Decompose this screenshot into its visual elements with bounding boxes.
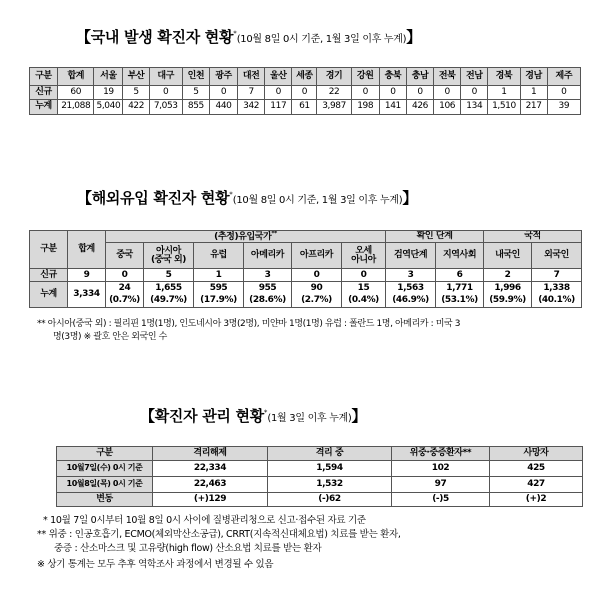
table-cell: 0: [351, 86, 379, 100]
table-cell: (+)2: [490, 493, 583, 507]
table-cell: 425: [490, 461, 583, 477]
header-estimated-countries: [106, 231, 386, 243]
domestic-row-cumulative: [30, 100, 581, 115]
header-cell: 경기: [317, 68, 351, 86]
table-cell: 5: [144, 269, 194, 282]
section3-heading: 확진자 관리 현황: [154, 407, 264, 425]
row-label: 신규: [30, 86, 58, 100]
table-cell: 7: [238, 86, 265, 100]
header-estimated-star: **: [271, 230, 277, 237]
imported-note-line2: 명(3명) ※ 괄호 안은 외국인 수: [53, 332, 167, 342]
table-cell: 9: [68, 269, 106, 282]
row-label: 누계: [30, 100, 58, 115]
section3-star: *: [263, 408, 268, 417]
table-cell: 61: [292, 100, 317, 115]
table-cell: 1: [488, 86, 520, 100]
section3-subtitle: (1월 3일 이후 누계): [267, 413, 352, 424]
header-cell: 인천: [182, 68, 209, 86]
management-row-oct7: [57, 461, 583, 477]
section2-title: [77, 187, 417, 208]
percent-cell: (53.1%): [436, 295, 484, 308]
domestic-row-new: [30, 86, 581, 100]
table-cell: 0: [265, 86, 292, 100]
header-cell: 격리 중: [268, 447, 392, 461]
table-cell: 0: [209, 86, 237, 100]
header-cell: 합계: [58, 68, 94, 86]
header-cell: 사망자: [490, 447, 583, 461]
table-cell: 0: [149, 86, 182, 100]
percent-cell: (49.7%): [144, 295, 194, 308]
management-note-line1: * 10월 7일 0시부터 10월 8일 0시 사이에 질병관리청으로 신고·접수된 자료 기준: [43, 515, 366, 526]
row-label: 변동: [57, 493, 153, 507]
table-cell: 22: [317, 86, 351, 100]
section1-heading: 국내 발생 확진자 현황: [90, 28, 234, 46]
sub-header-korean: 내국인: [484, 243, 532, 269]
header-cell: 충남: [406, 68, 433, 86]
table-cell: 39: [547, 100, 580, 115]
header-cell: 격리해제: [153, 447, 268, 461]
row-label: 10월8일(목) 0시 기준: [57, 477, 153, 493]
domestic-cases-table: [29, 67, 581, 115]
percent-cell: (40.1%): [532, 295, 582, 308]
management-header-row: [57, 447, 583, 461]
table-cell: 217: [520, 100, 547, 115]
sub-header-community: 지역사회: [436, 243, 484, 269]
sub-header-foreigner: 외국인: [532, 243, 582, 269]
header-cell: 전남: [461, 68, 488, 86]
header-cell: 강원: [351, 68, 379, 86]
table-cell: 0: [292, 269, 342, 282]
imported-row-new: [30, 269, 582, 282]
header-cell: 서울: [94, 68, 123, 86]
table-cell: 102: [392, 461, 490, 477]
row-label: 10월7일(수) 0시 기준: [57, 461, 153, 477]
management-note-line4: ※ 상기 통계는 모두 추후 역학조사 과정에서 변경될 수 있음: [37, 559, 274, 570]
header-cell: 경북: [488, 68, 520, 86]
table-cell: 5,040: [94, 100, 123, 115]
table-cell: 19: [94, 86, 123, 100]
section3-bracket-close: 】: [351, 407, 367, 425]
section2-subtitle: (10월 8일 0시 기준, 1월 3일 이후 누계): [232, 195, 403, 206]
table-cell: 427: [490, 477, 583, 493]
header-category: 구분: [30, 231, 68, 269]
header-cell: 전북: [434, 68, 461, 86]
table-cell: 24: [106, 282, 144, 295]
table-cell: 1,510: [488, 100, 520, 115]
imported-note-line1: ** 아시아(중국 외) : 필리핀 1명(1명), 인도네시아 3명(2명), 미얀마 1명(1명) 유럽 : 폴란드 1명, 아메리카 : 미국 3: [37, 319, 461, 329]
table-cell: 1,594: [268, 461, 392, 477]
sub-header-america: 아메리카: [244, 243, 292, 269]
table-cell: (-)5: [392, 493, 490, 507]
table-cell: 106: [434, 100, 461, 115]
header-cell: 부산: [123, 68, 149, 86]
table-cell: 1: [194, 269, 244, 282]
section2-star: *: [229, 190, 233, 199]
table-cell: 141: [379, 100, 406, 115]
table-cell: 1,771: [436, 282, 484, 295]
section1-star: *: [233, 29, 237, 38]
header-total: 합계: [68, 231, 106, 269]
header-cell: 대전: [238, 68, 265, 86]
sub-header-europe: 유럽: [194, 243, 244, 269]
domestic-header-row: [30, 68, 581, 86]
section2-bracket-open: 【: [77, 189, 92, 207]
row-label: 누계: [30, 282, 68, 308]
percent-cell: (0.7%): [106, 295, 144, 308]
management-row-change: [57, 493, 583, 507]
sub-header-africa: 아프리카: [292, 243, 342, 269]
table-cell: 0: [292, 86, 317, 100]
table-cell: 7: [532, 269, 582, 282]
table-cell: (+)129: [153, 493, 268, 507]
table-cell: 1,338: [532, 282, 582, 295]
header-cell: 울산: [265, 68, 292, 86]
table-cell: 22,334: [153, 461, 268, 477]
table-cell: 90: [292, 282, 342, 295]
table-cell: 117: [265, 100, 292, 115]
header-cell: 충북: [379, 68, 406, 86]
table-cell: 440: [209, 100, 237, 115]
table-cell: 1: [520, 86, 547, 100]
imported-row-cumulative: [30, 282, 582, 295]
percent-cell: (2.7%): [292, 295, 342, 308]
table-cell: 1,655: [144, 282, 194, 295]
section2-heading: 해외유입 확진자 현황: [91, 189, 230, 207]
table-cell: 21,088: [58, 100, 94, 115]
header-cell: 구분: [57, 447, 153, 461]
header-cell: 위중·중증환자**: [392, 447, 490, 461]
section1-subtitle: (10월 8일 0시 기준, 1월 3일 이후 누계): [236, 34, 407, 45]
table-cell: 0: [106, 269, 144, 282]
table-cell: 134: [461, 100, 488, 115]
table-cell: 2: [484, 269, 532, 282]
header-cell: 제주: [547, 68, 580, 86]
sub-header-oceania: 오세 아니아: [342, 243, 386, 269]
table-cell: 0: [379, 86, 406, 100]
section3-bracket-open: 【: [140, 407, 155, 425]
table-cell: 22,463: [153, 477, 268, 493]
management-note-line2: ** 위중 : 인공호흡기, ECMO(체외막산소공급), CRRT(지속적신대체요법) 치료를 받는 환자,: [37, 529, 401, 540]
section1-bracket-close: 】: [406, 28, 421, 46]
table-cell: 3,334: [68, 282, 106, 308]
table-cell: 15: [342, 282, 386, 295]
percent-cell: (46.9%): [386, 295, 436, 308]
table-cell: 6: [436, 269, 484, 282]
section1-bracket-open: 【: [76, 28, 91, 46]
percent-cell: (17.9%): [194, 295, 244, 308]
percent-cell: (59.9%): [484, 295, 532, 308]
table-cell: 426: [406, 100, 433, 115]
imported-group-header-row: [30, 231, 582, 243]
table-cell: 1,563: [386, 282, 436, 295]
imported-cases-table: [29, 230, 582, 308]
table-cell: 0: [342, 269, 386, 282]
table-cell: 3,987: [317, 100, 351, 115]
management-row-oct8: [57, 477, 583, 493]
sub-header-china: 중국: [106, 243, 144, 269]
table-cell: 5: [182, 86, 209, 100]
table-cell: 3: [244, 269, 292, 282]
table-cell: 5: [123, 86, 149, 100]
table-cell: (-)62: [268, 493, 392, 507]
table-cell: 1,996: [484, 282, 532, 295]
table-cell: 7,053: [149, 100, 182, 115]
percent-cell: (28.6%): [244, 295, 292, 308]
header-cell: 경남: [520, 68, 547, 86]
section2-bracket-close: 】: [402, 189, 418, 207]
header-cell: 대구: [149, 68, 182, 86]
table-cell: 0: [461, 86, 488, 100]
row-label: 신규: [30, 269, 68, 282]
table-cell: 97: [392, 477, 490, 493]
table-cell: 422: [123, 100, 149, 115]
header-confirm-stage: 확인 단계: [386, 231, 484, 243]
percent-cell: (0.4%): [342, 295, 386, 308]
table-cell: 0: [547, 86, 580, 100]
table-cell: 342: [238, 100, 265, 115]
header-cell: 광주: [209, 68, 237, 86]
management-status-table: [56, 446, 583, 507]
table-cell: 855: [182, 100, 209, 115]
sub-header-asia: 아시아 (중국 외): [144, 243, 194, 269]
table-cell: 955: [244, 282, 292, 295]
imported-row-percent: [30, 295, 582, 308]
table-cell: 0: [406, 86, 433, 100]
header-nationality: 국적: [484, 231, 582, 243]
table-cell: 595: [194, 282, 244, 295]
table-cell: 3: [386, 269, 436, 282]
section3-title: [140, 405, 366, 426]
section1-title: [76, 26, 421, 47]
header-cell: 세종: [292, 68, 317, 86]
header-estimated-label: (추정)유입국가: [214, 232, 272, 242]
table-cell: 198: [351, 100, 379, 115]
management-note-line3: 중증 : 산소마스크 및 고유량(high flow) 산소요법 치료를 받는 환자: [54, 543, 322, 554]
table-cell: 0: [434, 86, 461, 100]
table-cell: 1,532: [268, 477, 392, 493]
table-cell: 60: [58, 86, 94, 100]
imported-sub-header-row: [30, 243, 582, 269]
sub-header-quarantine: 검역단계: [386, 243, 436, 269]
header-cell: 구분: [30, 68, 58, 86]
